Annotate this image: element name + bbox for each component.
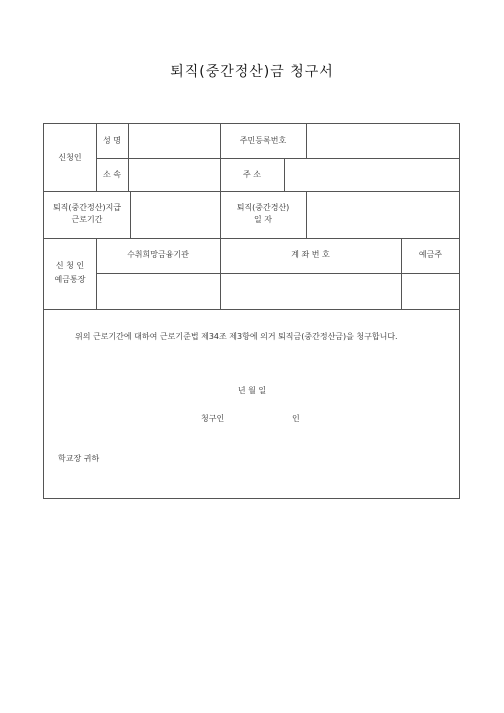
settlement-date-label: 퇴직(중간경산)	[236, 203, 290, 212]
work-period-label: 퇴직(중간정산)지급	[52, 203, 122, 212]
address-label: 주 소	[243, 170, 261, 179]
claimant-label: 청구인	[201, 414, 225, 423]
account-number-label: 계 좌 번 호	[291, 250, 330, 259]
applicant-label: 신청인	[58, 153, 82, 162]
resident-id-label: 주민등록번호	[239, 136, 287, 145]
form-title: 퇴직(중간정산)금 청구서	[170, 64, 334, 80]
row-divider	[44, 309, 460, 310]
col-divider	[306, 191, 307, 238]
col-divider	[284, 158, 285, 191]
affiliation-label: 소 속	[103, 170, 121, 179]
row-divider	[96, 158, 460, 159]
row-divider	[44, 238, 460, 239]
row-divider	[44, 191, 460, 192]
seal-label: 인	[292, 414, 300, 423]
name-label: 성 명	[103, 136, 121, 145]
account-section-label: 예금통장	[54, 275, 86, 284]
row-divider	[96, 273, 460, 274]
settlement-date-label: 일 자	[254, 215, 272, 224]
col-divider	[130, 191, 131, 238]
depositor-label: 예금주	[418, 250, 443, 259]
account-section-label: 신 청 인	[55, 261, 85, 270]
col-divider	[306, 124, 307, 158]
addressee: 학교장 귀하	[58, 454, 100, 463]
bank-label: 수취희망금융기관	[127, 250, 189, 259]
col-divider	[128, 124, 129, 191]
work-period-label: 근로기간	[71, 215, 103, 224]
claim-statement: 위의 근로기간에 대하여 근로기준법 제34조 제3항에 의거 퇴직금(중간정산금)을 청구합니다.	[75, 332, 398, 341]
claim-form	[43, 123, 460, 499]
date-line: 년 월 일	[237, 386, 267, 395]
